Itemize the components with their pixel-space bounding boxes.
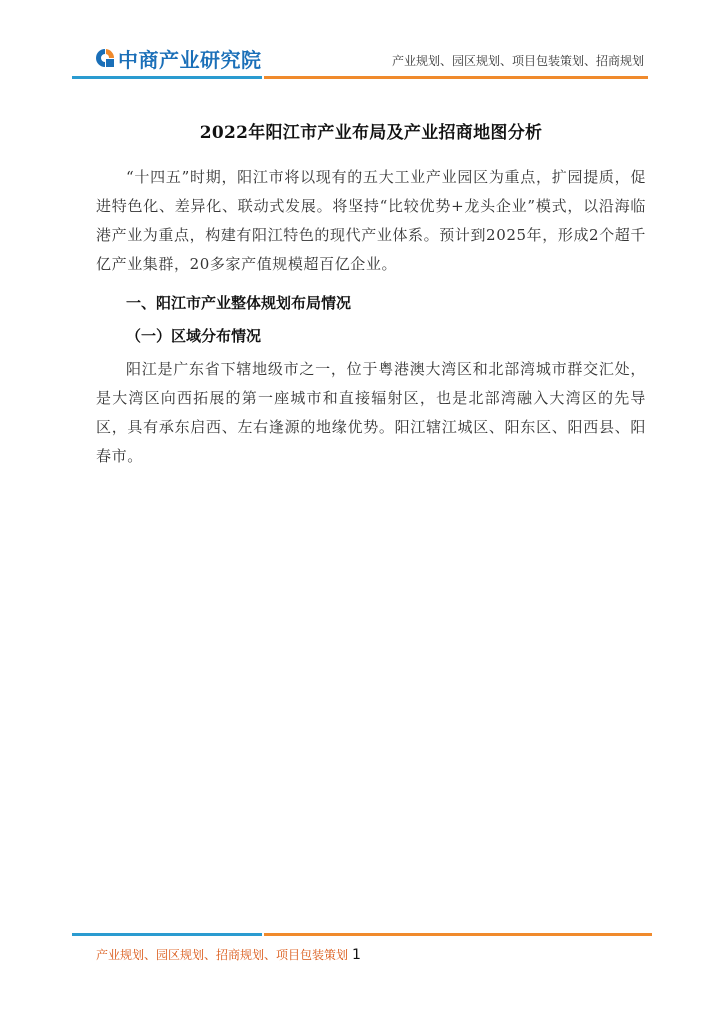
document-body xyxy=(96,118,646,471)
section-heading: 一、阳江市产业整体规划布局情况 xyxy=(126,294,352,312)
footer-divider-blue xyxy=(72,933,262,936)
page-footer xyxy=(96,946,361,963)
company-logo-icon xyxy=(94,47,116,69)
header-divider-blue xyxy=(72,76,262,79)
footer-tagline: 产业规划、园区规划、招商规划、项目包装策划 xyxy=(96,948,349,962)
region-paragraph: 阳江是广东省下辖地级市之一，位于粤港澳大湾区和北部湾城市群交汇处，是大湾区向西拓展的第一座城市和直接辐射区，也是北部湾融入大湾区的先导区，具有承东启西、左右逢源的地缘优势。阳江辖江城区、阳东区、阳西县、阳春市。 xyxy=(96,360,646,465)
header-tagline: 产业规划、园区规划、项目包装策划、招商规划 xyxy=(391,54,644,68)
header-divider-orange xyxy=(264,76,648,79)
page-header xyxy=(0,0,724,90)
company-logo xyxy=(94,44,262,72)
subsection-heading: （一）区域分布情况 xyxy=(126,327,262,345)
page-number: 1 xyxy=(352,947,361,963)
logo-text: 中商产业研究院 xyxy=(118,47,262,72)
document-title: 2022年阳江市产业布局及产业招商地图分析 xyxy=(199,123,543,143)
footer-divider-orange xyxy=(264,933,652,936)
intro-paragraph: “十四五”时期，阳江市将以现有的五大工业产业园区为重点，扩园提质，促进特色化、差异化、联动式发展。将坚持“比较优势+龙头企业”模式，以沿海临港产业为重点，构建有阳江特色的现代产业体系。预计到2025年，形成2个超千亿产业集群，20多家产值规模超百亿企业。 xyxy=(96,168,646,273)
